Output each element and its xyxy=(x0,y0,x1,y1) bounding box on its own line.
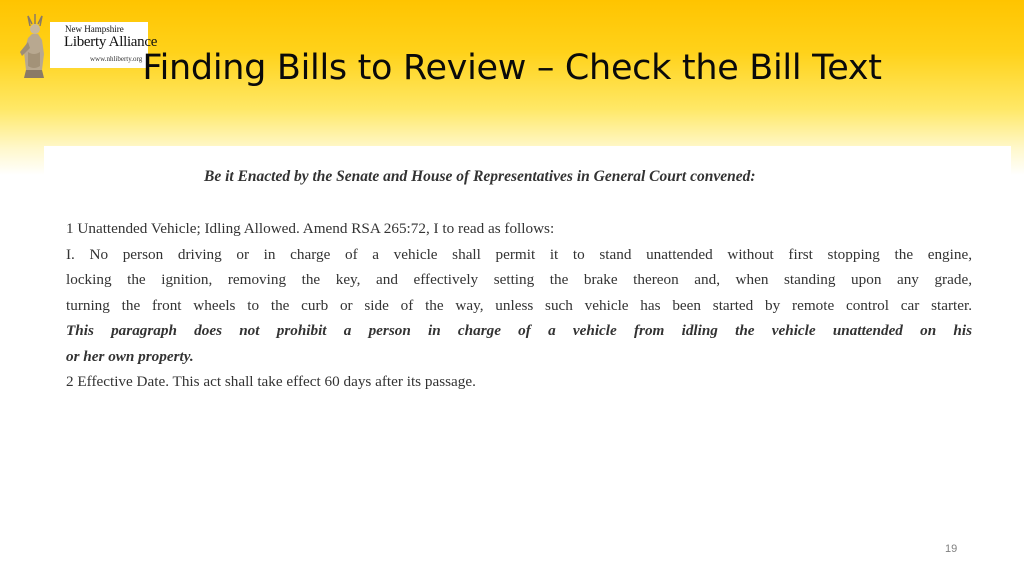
bill-text-line: turning the front wheels to the curb or side of the way, unless such vehicle has been started by remote control car starter. xyxy=(66,296,972,314)
bill-amendment-line: or her own property. xyxy=(66,347,194,365)
bill-text-line: I. No person driving or in charge of a vehicle shall permit it to stand unattended without first stopping the engine, xyxy=(66,245,972,263)
enacting-clause: Be it Enacted by the Senate and House of Representatives in General Court convened: xyxy=(204,168,756,185)
bill-section-1-title: 1 Unattended Vehicle; Idling Allowed. Amend RSA 265:72, I to read as follows: xyxy=(66,220,555,237)
slide-title: Finding Bills to Review – Check the Bill Text xyxy=(142,48,882,88)
page-number: 19 xyxy=(945,543,958,555)
logo-line-url: www.nhliberty.org xyxy=(90,55,143,63)
bill-text-line: locking the ignition, removing the key, and effectively setting the brake thereon and, when standing upon any grade, xyxy=(66,271,972,288)
bill-amendment-line: This paragraph does not prohibit a person in charge of a vehicle from idling the vehicle unattended on his xyxy=(66,322,972,339)
bill-body xyxy=(66,216,972,395)
logo-line-state: New Hampshire xyxy=(65,24,124,34)
bill-section-2-effective-date: 2 Effective Date. This act shall take effect 60 days after its passage. xyxy=(66,373,476,390)
bill-text-excerpt xyxy=(44,146,1011,398)
logo-line-name: Liberty Alliance xyxy=(64,34,158,50)
